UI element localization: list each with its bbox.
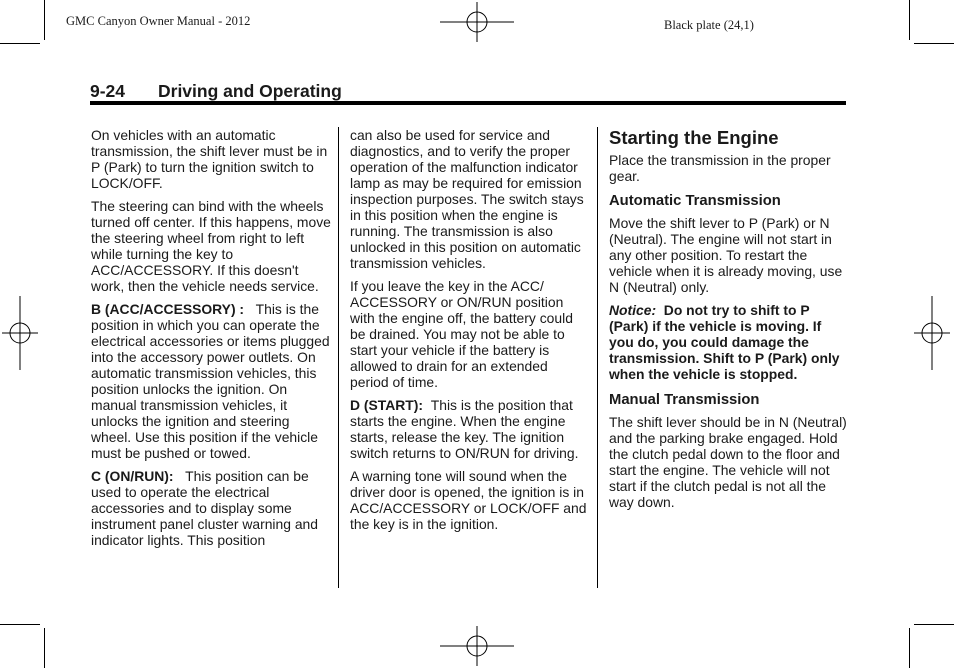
position-description: This is the position in which you can operate the electrical accessories or items plugged into the accessory power outlets. On automatic transmission vehicles, this position unlocks the ignition. On manual transmission vehicles, it unlocks the ignition and steering wheel. Use this position if the vehicle must be pushed or towed.: [91, 301, 330, 461]
subsection-heading: Manual Transmission: [609, 392, 760, 408]
paragraph: A warning tone will sound when the driver door is opened, the ignition is in ACC/ACCESSORY or LOCK/OFF and the key is in the ignition.: [350, 468, 587, 532]
plate-label-left: GMC Canyon Owner Manual - 2012: [66, 14, 251, 28]
paragraph: Move the shift lever to P (Park) or N (Neutral). The engine will not start in any other position. To restart the vehicle when it is already moving, use N (Neutral) only.: [609, 215, 843, 295]
page-number: 9-24: [90, 81, 126, 101]
registration-mark-icon: [914, 296, 950, 370]
paragraph: [350, 397, 590, 461]
plate-label-right: Black plate (24,1): [664, 18, 754, 32]
paragraph: The steering can bind with the wheels turned off center. If this happens, move the steering wheel from right to left while turning the key to ACC/ACCESSORY. If this doesn't work, then the vehicle needs service.: [91, 198, 331, 294]
crop-mark: [44, 0, 45, 40]
crop-mark: [914, 624, 954, 625]
crop-mark: [0, 624, 40, 625]
section-title: Driving and Operating: [158, 81, 342, 101]
paragraph: [91, 301, 331, 461]
notice-text: Do not try to shift to P (Park) if the vehicle is moving. If you do, you could damage the transmission. Shift to P (Park) only when the vehicle is stopped.: [609, 302, 840, 382]
crop-mark: [44, 628, 45, 668]
section-heading: Starting the Engine: [609, 127, 779, 148]
position-description: This is the position that starts the engine. When the engine starts, release the key. The ignition switch returns to ON/RUN for driving.: [350, 397, 579, 461]
notice-paragraph: [609, 302, 849, 382]
position-description: This position can be used to operate the electrical accessories and to display some instrument panel cluster warning and indicator lights. This position: [91, 468, 319, 548]
crop-mark: [914, 43, 954, 44]
text-column-3: [609, 127, 849, 517]
header-rule: [90, 101, 846, 105]
position-label: C (ON/RUN):: [91, 468, 174, 484]
paragraph: The shift lever should be in N (Neutral) and the parking brake engaged. Hold the clutch pedal down to the floor and start the engine. The vehicle will not start if the clutch pedal is not all the way down.: [609, 414, 847, 510]
crop-mark: [909, 0, 910, 40]
position-label: B (ACC/ACCESSORY) :: [91, 301, 245, 317]
paragraph: [91, 468, 331, 548]
text-column-2: [350, 127, 590, 539]
notice-label: Notice:: [609, 302, 657, 318]
paragraph: Place the transmission in the proper gear.: [609, 152, 831, 184]
paragraph: If you leave the key in the ACC/ ACCESSORY or ON/RUN position with the engine off, the battery could be drained. You may not be able to start your vehicle if the battery is allowed to drain for an extended period of time.: [350, 278, 573, 390]
paragraph: On vehicles with an automatic transmission, the shift lever must be in P (Park) to turn the ignition switch to LOCK/OFF.: [91, 127, 328, 191]
registration-mark-icon: [2, 296, 38, 370]
registration-mark-icon: [440, 626, 514, 666]
subsection-heading: Automatic Transmission: [609, 193, 781, 209]
position-label: D (START):: [350, 397, 424, 413]
paragraph: can also be used for service and diagnostics, and to verify the proper operation of the malfunction indicator lamp as may be required for emission inspection purposes. The switch stays in this position when the engine is running. The transmission is also unlocked in this position on automatic transmission vehicles.: [350, 127, 584, 271]
crop-mark: [909, 628, 910, 668]
column-divider: [338, 127, 339, 588]
text-column-1: [91, 127, 331, 555]
column-divider: [597, 127, 598, 588]
page-header: [90, 81, 846, 101]
registration-mark-icon: [440, 2, 514, 42]
crop-mark: [0, 43, 40, 44]
